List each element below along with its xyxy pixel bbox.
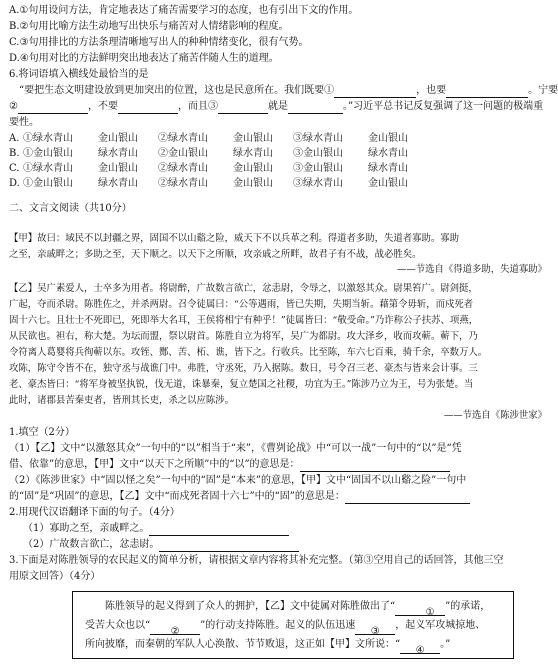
passage-line: 【乙】吴广素爱人，士卒多为用者。将尉醉，广故数言欲亡，忿恚尉，令辱之，以激怒其众。尉果笞广。尉剑挺，	[9, 283, 478, 294]
q3-title-line2: 用原文回答）（4分）	[9, 571, 101, 582]
q6-quote-line1: “要把生态文明建设放到更加突出的位置，这也是民意所在。我们既要① ，也要 。宁要	[19, 85, 558, 96]
passage-line: 此时，诸郡县苦秦吏者，皆刑其长吏，杀之以应陈涉。	[9, 395, 235, 406]
question5-options	[9, 3, 547, 67]
q5-option-c: C.③句用排比的方法条理清晰地写出人的种种情绪变化，很有气势。	[9, 37, 309, 48]
q2-item-2: （2）广故数言欲亡，忿恚尉。	[9, 537, 547, 553]
passage-line: 从民欲也。袒右，称大楚。为坛而盟，祭以尉首。陈胜自立为将军，吴广为都尉。攻大泽乡，收而攻蕲。蕲下，乃	[9, 331, 478, 342]
q1-answer-blank-2[interactable]	[345, 491, 470, 504]
passage-line: 广起，夺而杀尉。陈胜佐之，并杀两尉。召令徒属曰：“公等遇雨，皆已失期，失期当斩。藉第令毋斩，而戍死者	[9, 299, 474, 310]
q3-box-line3: 所向披靡，而秦朝的军队人心涣散、节节败退，这正如【甲】文所说：“④。”	[85, 639, 451, 656]
q1-part1-line1: （1）【乙】文中“以激怒其众”一句中的“以”相当于“来”，《曹刿论战》中“可以一战”一句中的“以”是“凭	[9, 443, 462, 454]
q5-option-d: D.④句用对比的方法鲜明突出地表达了痛苦伴随人生的道理。	[9, 53, 279, 64]
q3-title-line1: 3.下面是对陈胜领导的农民起义的简单分析，请根据文章内容将其补充完整。（第③空用自己的话回答，其他三空	[9, 555, 504, 566]
passage-line: 令符离人葛婴将兵徇蕲以东。攻铚、酂、苦、柘、谯，皆下之。行收兵。比至陈，车六七百乘，骑千余，卒数万人。	[9, 347, 488, 358]
q6-blank	[446, 85, 528, 98]
q2-answer-blank-2[interactable]	[159, 539, 299, 552]
q1-title: 1.填空（2分）	[9, 427, 75, 438]
q2-item-1: （1）寡助之至，亲戚畔之。	[9, 521, 547, 537]
q2-answer-blank-1[interactable]	[149, 523, 289, 536]
q6-option-b: B. ①金山银山 绿水青山 ②金山银山 绿水青山 ③金山银山 绿水青山	[9, 148, 408, 159]
passage-line: 之至，亲戚畔之；多助之至，天下顺之。以天下之所顺，攻亲戚之所畔，故君子有不战，战必胜矣。	[9, 249, 422, 260]
q3-answer-box	[72, 591, 514, 659]
q6-option-c: C. ①绿水青山 金山银山 ②绿水青山 金山银山 ③金山银山 绿水青山	[9, 163, 408, 174]
q3-box-line2: 受苦大众也以“②”的行动支持陈胜。起义的队伍迅速③，起义军攻城掠地、	[85, 620, 486, 637]
question2	[9, 505, 547, 553]
passage-jia	[9, 231, 547, 279]
q1-part1-line2: 借、依靠”的意思，【甲】文中“以天下之所顺”中的“以”的意思是：	[9, 457, 547, 473]
q6-quote-line3: 要性。	[9, 117, 39, 128]
q3-box-line1: 陈胜领导的起义得到了众人的拥护，【乙】文中徒属对陈胜做出了“①”的承诺，	[105, 601, 491, 618]
q5-option-a: A.①句用设问方法，肯定地表达了痛苦需要学习的态度，也有引出下文的作用。	[9, 5, 359, 16]
passage-line: 【甲】故曰：域民不以封疆之界，固国不以山谿之险，威天下不以兵革之利。得道者多助，失道者寡助。寡助	[9, 233, 460, 244]
passage-source: ——节选自《陈涉世家》	[443, 410, 547, 421]
q1-answer-blank-1[interactable]	[300, 459, 450, 472]
passage-line: 攻陈，陈守令皆不在，独守丞与战谯门中。弗胜，守丞死，乃入据陈。数日，号令召三老、豪杰与皆来会计事。三	[9, 363, 478, 374]
q6-option-a: A. ①绿水青山 金山银山 ②绿水青山 金山银山 ③绿水青山 金山银山	[9, 133, 408, 144]
passage-source: ——节选自《得道多助，失道寡助》	[396, 264, 547, 275]
q2-title: 2.用现代汉语翻译下面的句子。（4分）	[9, 507, 180, 518]
passage-line: 老、豪杰皆曰：“将军身被坚执锐，伐无道，诛暴秦，复立楚国之社稷，功宜为王。”陈涉乃立为王，号为张楚。当	[9, 379, 474, 390]
question6	[9, 67, 558, 191]
passage-yi	[9, 281, 547, 425]
q3-blank-2[interactable]: ②	[150, 622, 200, 635]
q1-part2-line2: 的“固”是“巩固”的意思，【乙】文中“而戍死者固十六七”中的“固”的意思是：	[9, 489, 547, 505]
section-title: 二、文言文阅读（共10分）	[9, 203, 132, 214]
q6-stem: 6.将词语填入横线处最恰当的是	[9, 69, 149, 80]
q6-option-d: D. ①金山银山 绿水青山 ②绿水青山 金山银山 ③绿水青山 金山银山	[9, 178, 408, 189]
q3-blank-3[interactable]: ③	[355, 622, 395, 635]
q3-blank-4[interactable]: ④	[400, 641, 440, 654]
q6-blank	[334, 85, 416, 98]
question3	[9, 553, 547, 659]
q6-quote-line2: ② ，不要 ，而且③ 就是 。”习近平总书记反复强调了这一问题的极端重	[9, 101, 544, 112]
question1	[9, 425, 547, 505]
q5-option-b: B.②句用比喻方法生动地写出快乐与痛苦对人情绪影响的程度。	[9, 21, 289, 32]
passage-line: 固十六七。且壮士不死即已，死即举大名耳，王侯将相宁有种乎！”徒属皆曰：“敬受命。”乃诈称公子扶苏、项燕，	[9, 315, 479, 326]
q3-blank-1[interactable]: ①	[395, 603, 445, 616]
q1-part2-line1: （2）《陈涉世家》中“固以怪之矣”一句中的“固”是“本来”的意思，【甲】文中“固国不以山谿之险”一句中	[9, 475, 467, 486]
